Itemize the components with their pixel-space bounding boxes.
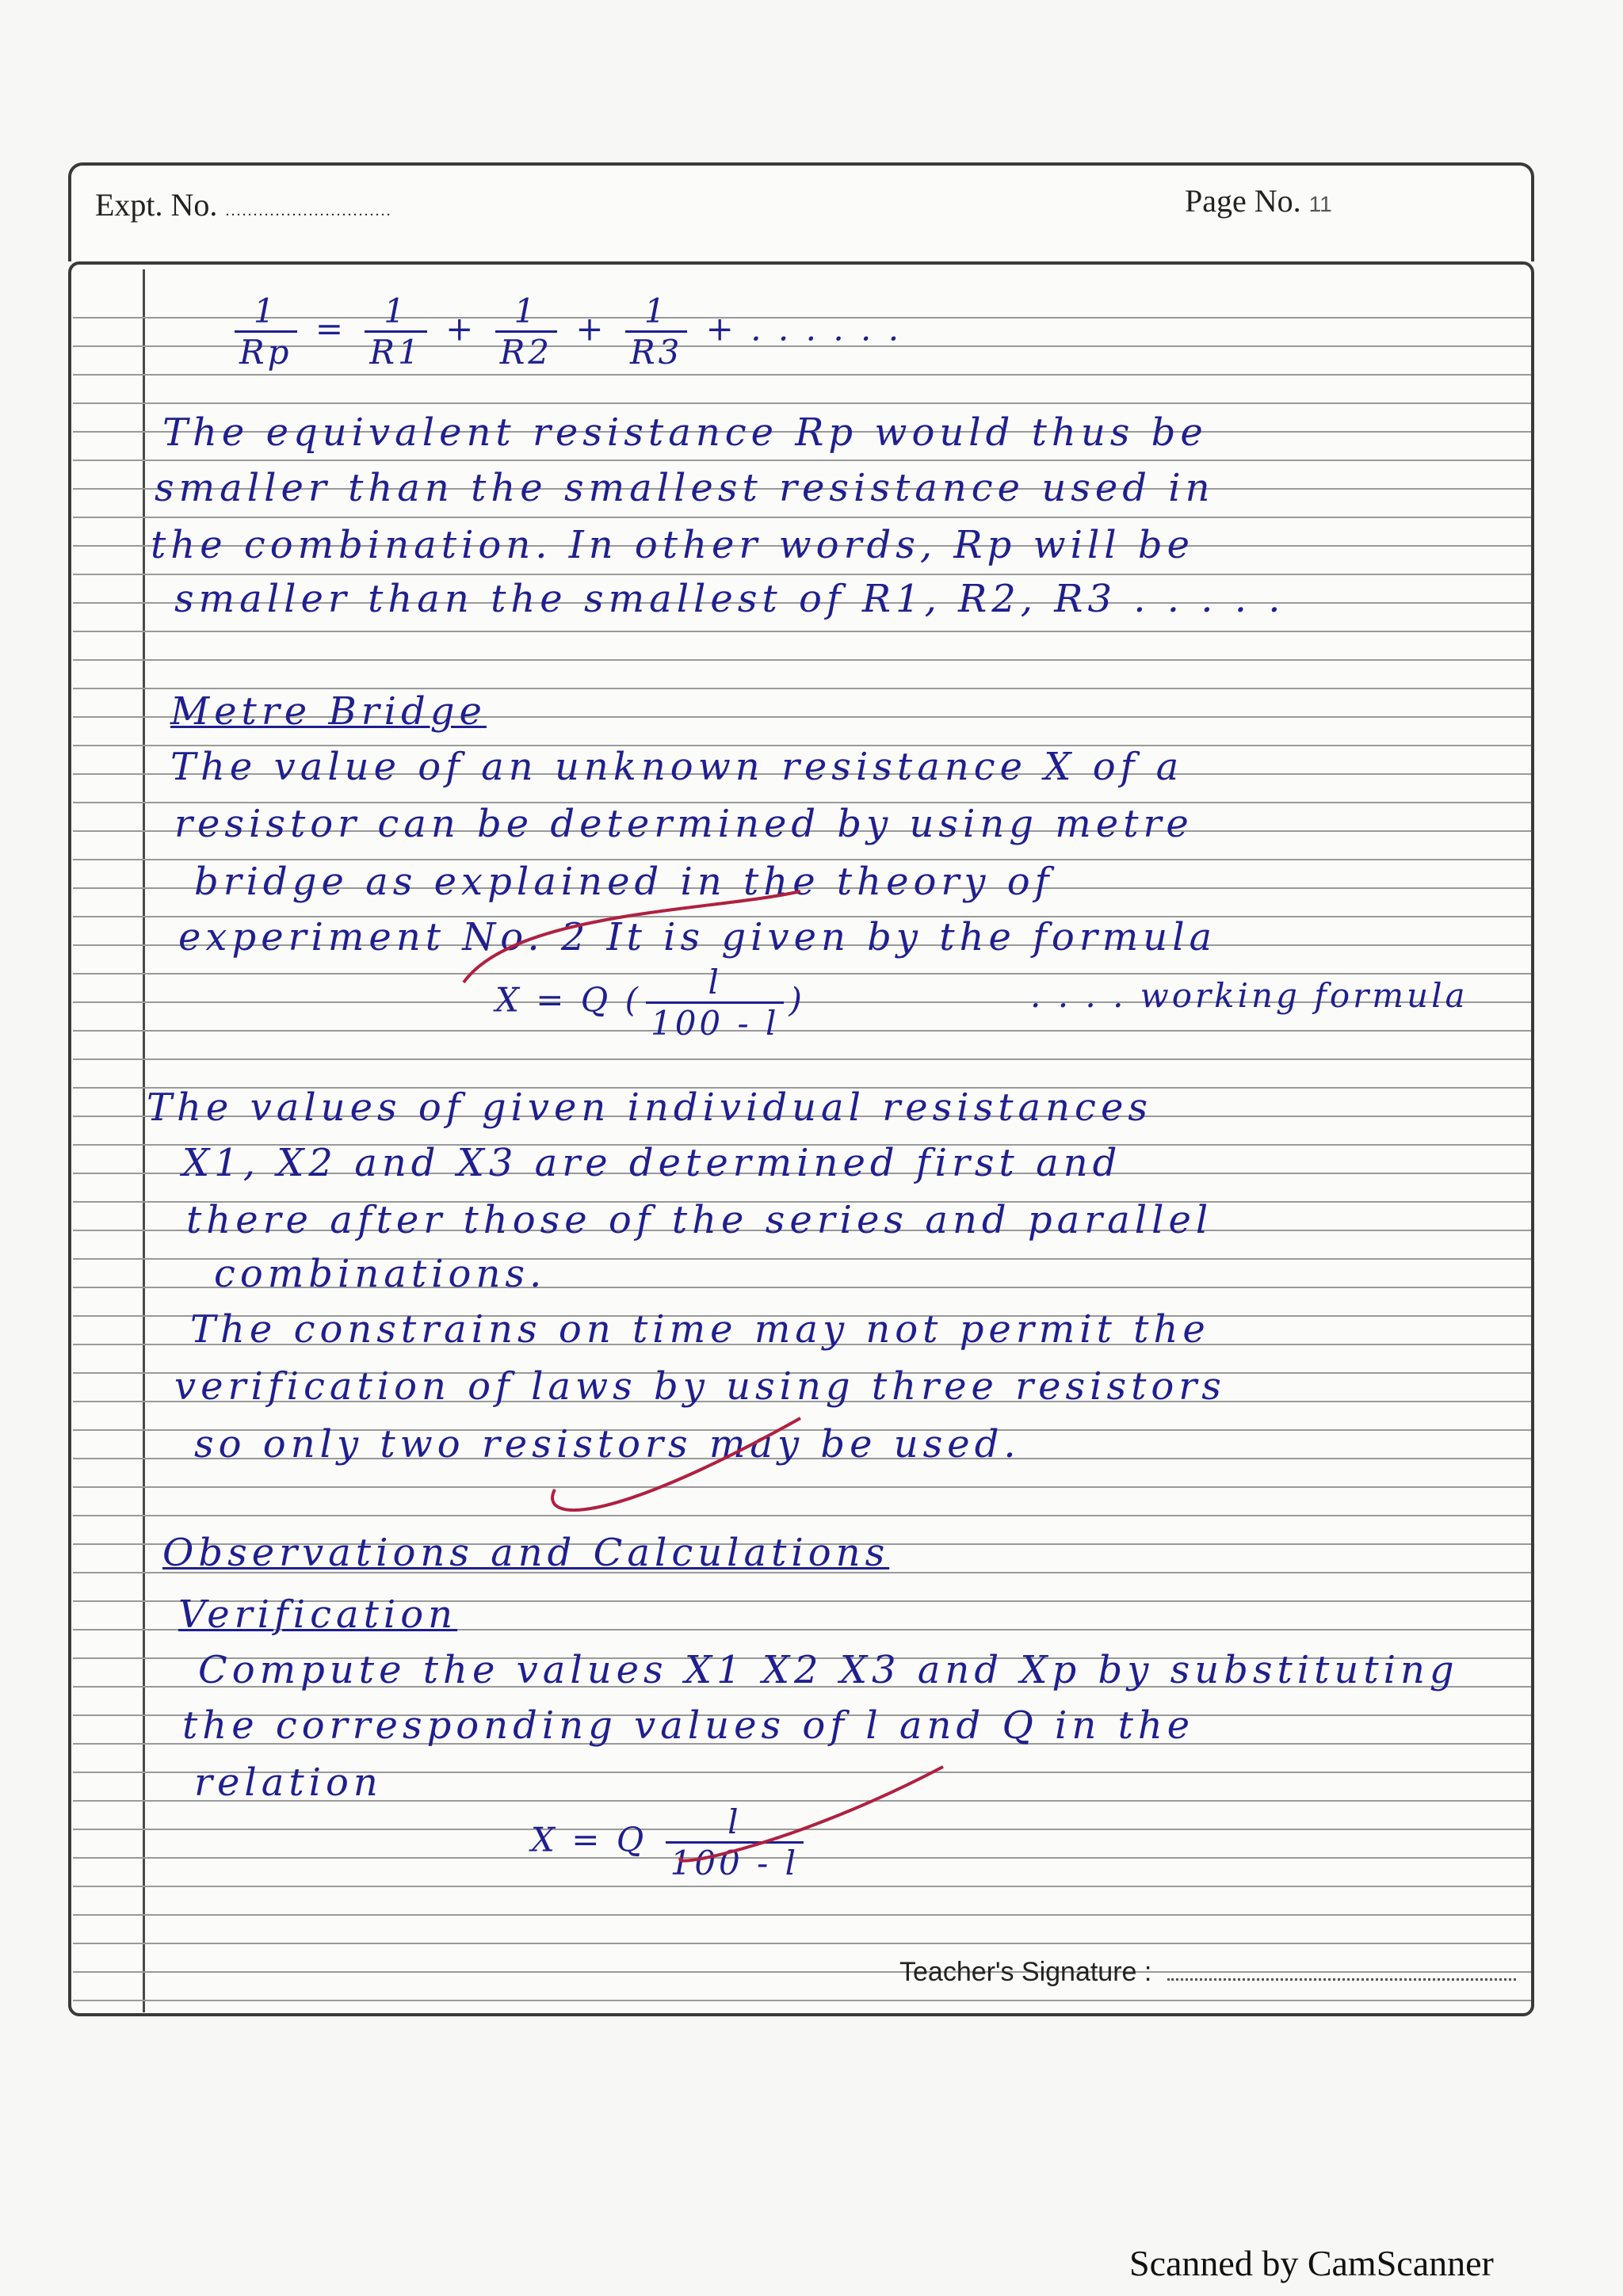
para2-line4: experiment No. 2 It is given by the formula (178, 915, 1217, 959)
para4-line3: so only two resistors may be used. (194, 1422, 1021, 1466)
fraction-rp: $\frac{1}{Rp}$ (235, 292, 297, 372)
fraction-r1: $\frac{1}{R1}$ (365, 292, 426, 372)
teacher-signature (899, 1957, 1516, 1988)
working-formula-lhs: X = Q (495, 980, 612, 1020)
tick-mark-3 (680, 1767, 943, 1861)
expt-no-text: Expt. No. (95, 187, 218, 223)
scanner-credit: Scanned by CamScanner (1129, 2243, 1494, 2283)
teacher-signature-line (1167, 1978, 1516, 1981)
page-no-text: Page No. (1185, 183, 1301, 219)
para4-line2: verification of laws by using three resistors (174, 1364, 1226, 1409)
formula-tail: + . . . . . . (705, 309, 903, 349)
para2-line2: resistor can be determined by using metre (174, 802, 1193, 846)
page-number: 11 (1308, 192, 1332, 216)
working-formula-note: . . . . working formula (1030, 976, 1468, 1015)
para2-line3: bridge as explained in the theory of (194, 860, 1054, 904)
tick-mark-1 (464, 891, 800, 982)
para1-line4: smaller than the smallest of R1, R2, R3 . . . . . (174, 577, 1285, 621)
para2-line1: The value of an unknown resistance X of a (170, 745, 1184, 789)
para1-line2: smaller than the smallest resistance used in (155, 466, 1215, 510)
para3-line2: X1, X2 and X3 are determined first and (182, 1141, 1122, 1185)
parallel-resistance-formula: $\frac{1}{Rp}$ = $\frac{1}{R1}$ + $\frac{1}{R2}$ + $\frac{1}{R3}$ + . . . . . . (230, 292, 902, 372)
working-formula: X = Q ( $\frac{l}{100 - l}$ ) (495, 963, 805, 1043)
fraction-r2: $\frac{1}{R2}$ (495, 292, 557, 372)
para5-line2: the corresponding values of l and Q in the (182, 1703, 1195, 1748)
relation-formula-fraction: $\frac{l}{100 - l}$ (666, 1802, 804, 1882)
para5-line1: Compute the values X1 X2 X3 and Xp by substituting (198, 1648, 1459, 1692)
expt-no-blank: .............................. (225, 202, 392, 219)
para1-line1: The equivalent resistance Rp would thus be (162, 410, 1208, 455)
relation-formula-lhs: X = Q (531, 1820, 647, 1859)
working-formula-fraction: $\frac{l}{100 - l}$ (646, 963, 785, 1043)
heading-metre-bridge: Metre Bridge (170, 689, 487, 734)
heading-verification: Verification (178, 1592, 458, 1637)
para5-line3: relation (194, 1760, 383, 1805)
heading-observations: Observations and Calculations (162, 1531, 890, 1575)
para3-line4: combinations. (214, 1252, 547, 1296)
fraction-r3: $\frac{1}{R3}$ (625, 292, 687, 372)
para4-line1: The constrains on time may not permit the (190, 1307, 1210, 1352)
tick-mark-2 (552, 1418, 800, 1510)
para1-line3: the combination. In other words, Rp will be (151, 523, 1195, 567)
para3-line3: there after those of the series and parallel (186, 1198, 1213, 1242)
teacher-signature-label: Teacher's Signature : (899, 1957, 1152, 1987)
para3-line1: The values of given individual resistances (147, 1085, 1152, 1130)
